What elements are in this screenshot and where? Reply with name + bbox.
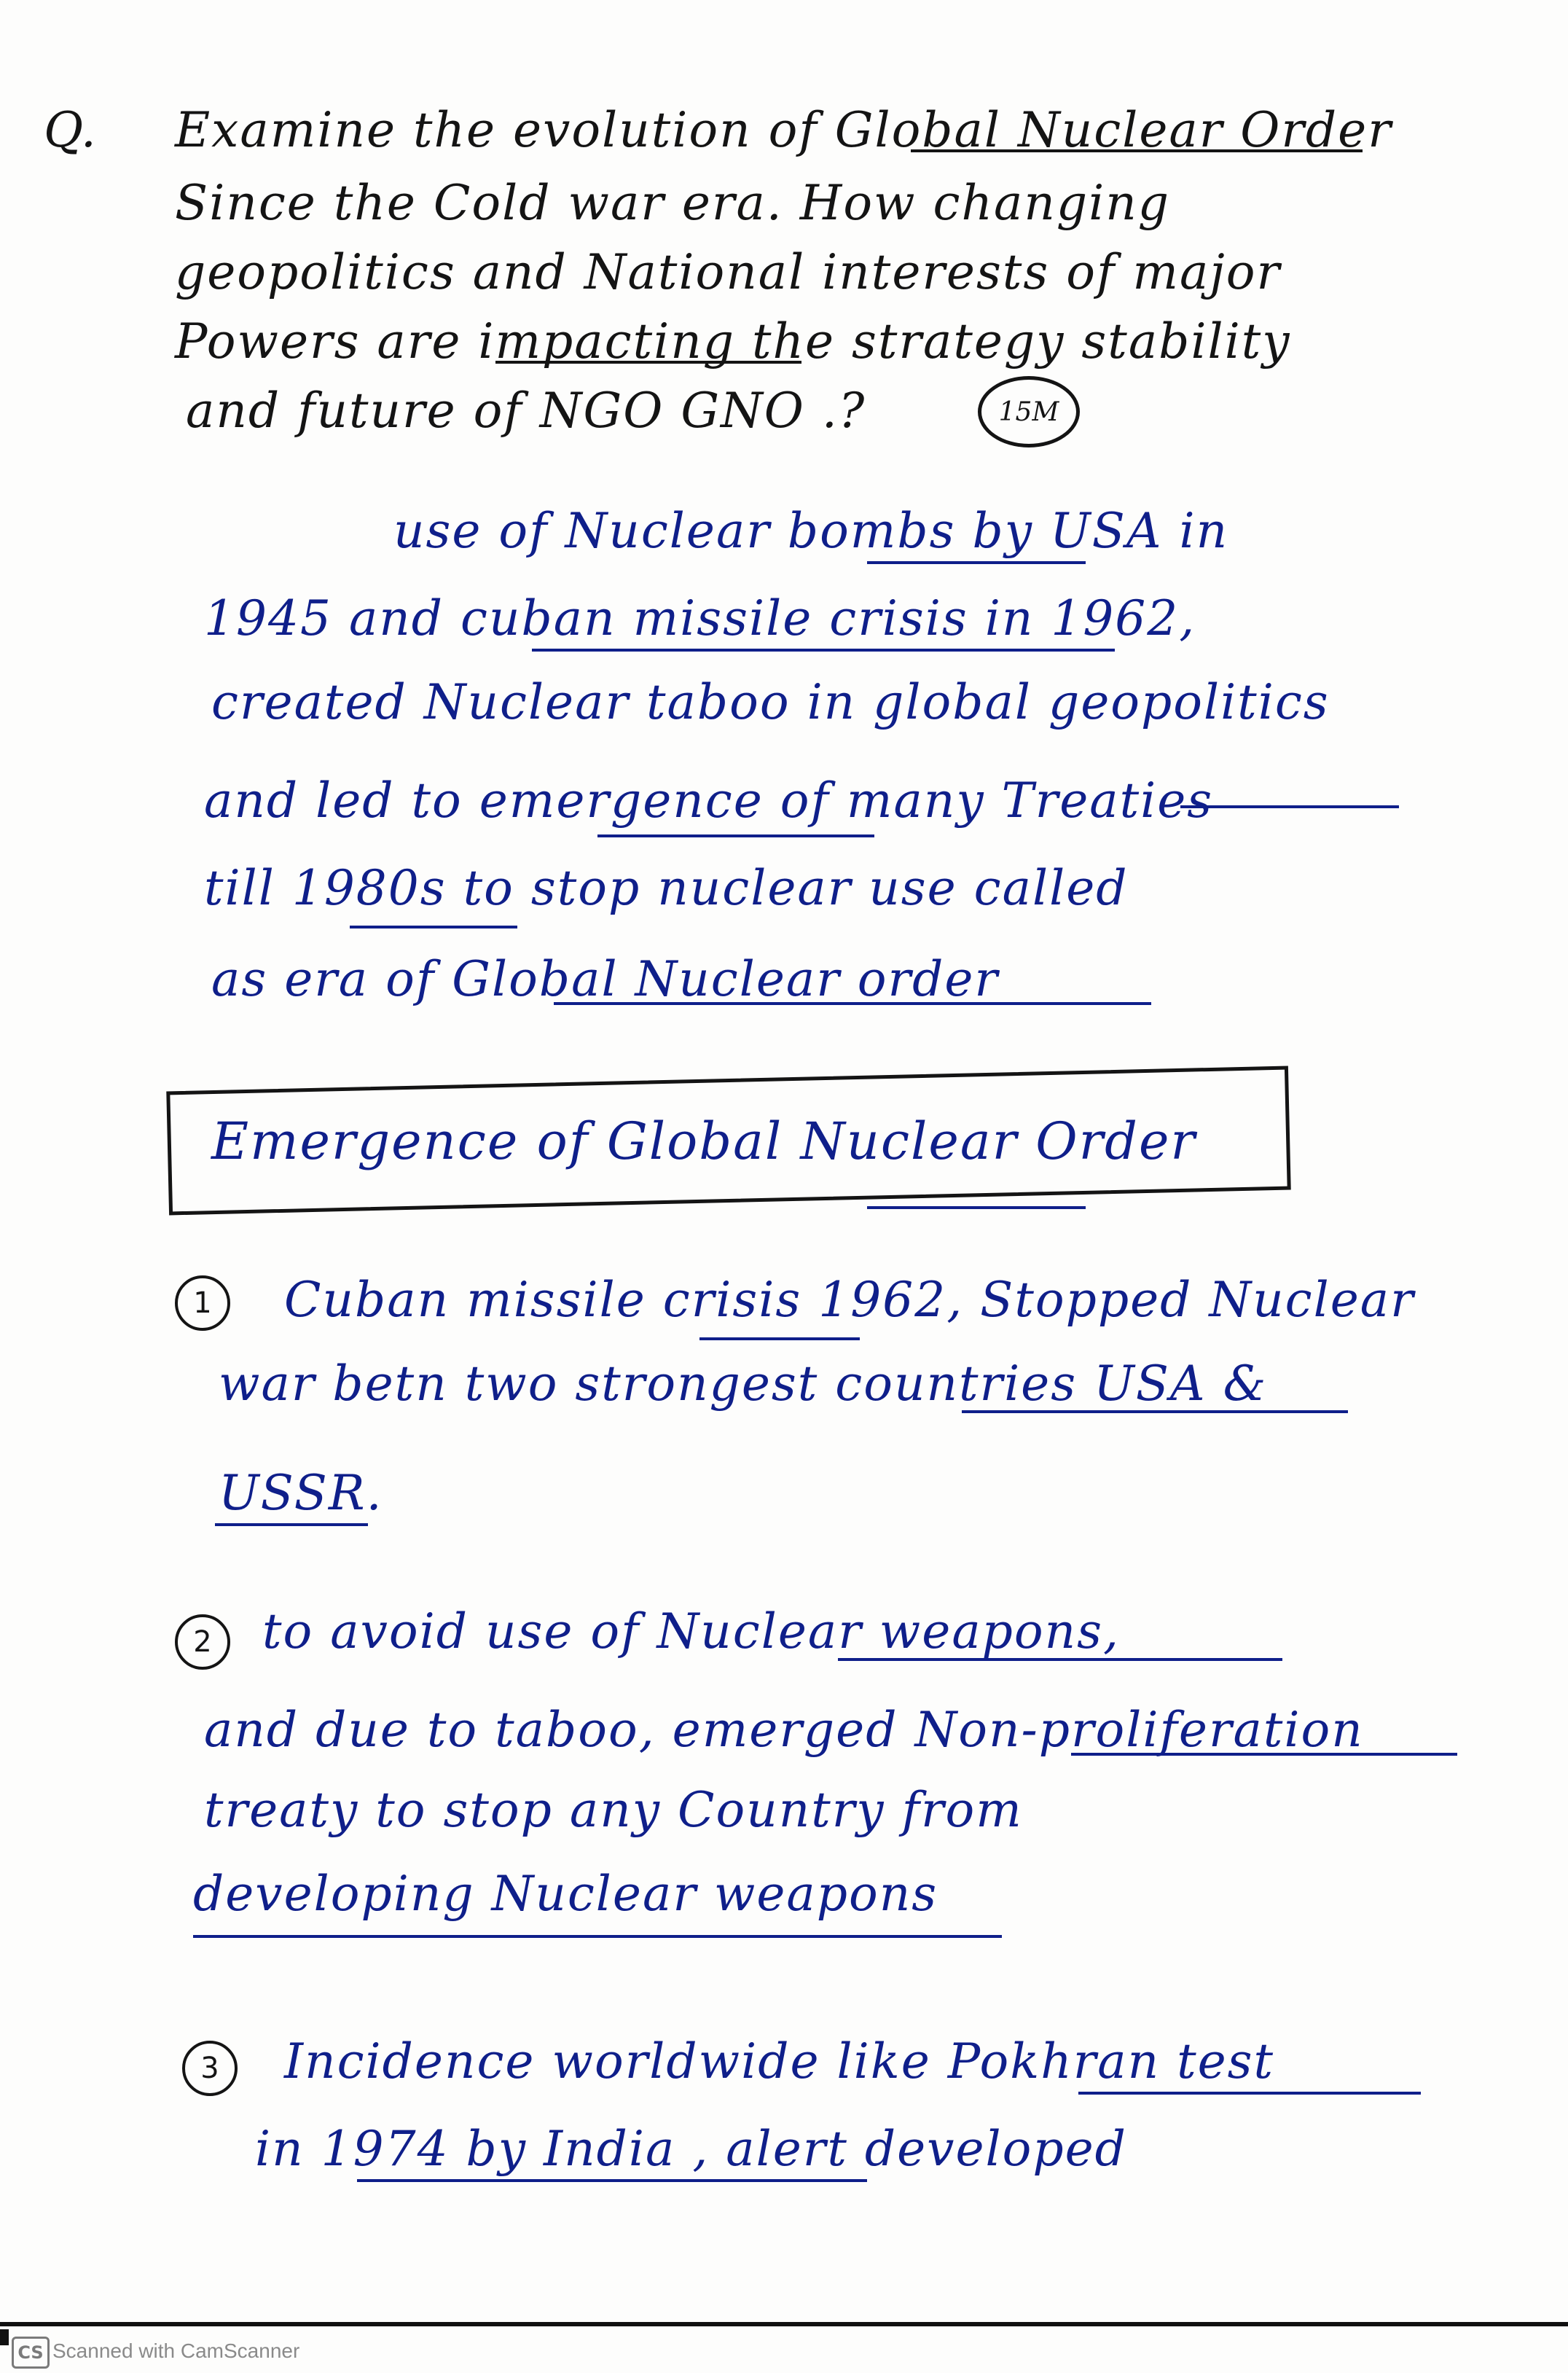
underline <box>699 1337 860 1340</box>
question-line: and future of NGO GNO .? <box>186 383 866 439</box>
point-line: and due to taboo, emerged Non-proliferation <box>204 1702 1364 1758</box>
point-line: to avoid use of Nuclear weapons, <box>262 1603 1121 1659</box>
point-line: Incidence worldwide like Pokhran test <box>284 2033 1275 2089</box>
underline <box>597 834 874 837</box>
camscanner-watermark: Scanned with CamScanner <box>52 2339 300 2362</box>
footer-rule <box>0 2322 1568 2326</box>
underline <box>193 1935 1002 1938</box>
intro-line: as era of Global Nuclear order <box>211 951 999 1007</box>
underline <box>350 926 517 929</box>
intro-line: use of Nuclear bombs by USA in <box>393 503 1229 559</box>
point-line: Cuban missile crisis 1962, Stopped Nuclear <box>284 1272 1415 1328</box>
question-line: geopolitics and National interests of major <box>175 244 1282 300</box>
intro-line: created Nuclear taboo in global geopolitics <box>211 674 1330 730</box>
point-number-badge: 3 <box>182 2041 238 2096</box>
point-number-badge: 2 <box>175 1614 230 1670</box>
question-line: Examine the evolution of Global Nuclear Order <box>175 102 1392 158</box>
section-heading: Emergence of Global Nuclear Order <box>211 1111 1196 1171</box>
question-line: Powers are impacting the strategy stability <box>175 313 1291 370</box>
intro-line: 1945 and cuban missile crisis in 1962, <box>204 590 1196 646</box>
footer-mark <box>0 2329 9 2345</box>
intro-line: till 1980s to stop nuclear use called <box>204 860 1129 916</box>
marks-badge: 15M <box>978 376 1080 447</box>
underline <box>838 1658 1282 1661</box>
underline <box>962 1410 1348 1413</box>
question-label: Q. <box>44 102 96 158</box>
underline <box>495 361 801 364</box>
intro-line: and led to emergence of many Treaties <box>204 773 1214 829</box>
underline <box>1071 1753 1457 1756</box>
question-line: Since the Cold war era. How changing <box>175 175 1170 231</box>
point-line: USSR. <box>219 1465 383 1521</box>
underline <box>1180 805 1399 808</box>
underline <box>911 149 1363 152</box>
point-line: in 1974 by India , alert developed <box>255 2121 1127 2177</box>
underline <box>1078 2092 1421 2095</box>
point-line: war betn two strongest countries USA & <box>219 1356 1268 1412</box>
underline <box>867 561 1086 564</box>
point-line: treaty to stop any Country from <box>204 1782 1023 1838</box>
underline <box>867 1206 1086 1209</box>
underline <box>215 1523 368 1526</box>
underline <box>357 2179 867 2182</box>
underline <box>532 649 1115 652</box>
point-line: developing Nuclear weapons <box>193 1866 938 1922</box>
point-number-badge: 1 <box>175 1275 230 1331</box>
camscanner-logo-icon: CS <box>12 2337 50 2369</box>
underline <box>554 1002 1151 1005</box>
